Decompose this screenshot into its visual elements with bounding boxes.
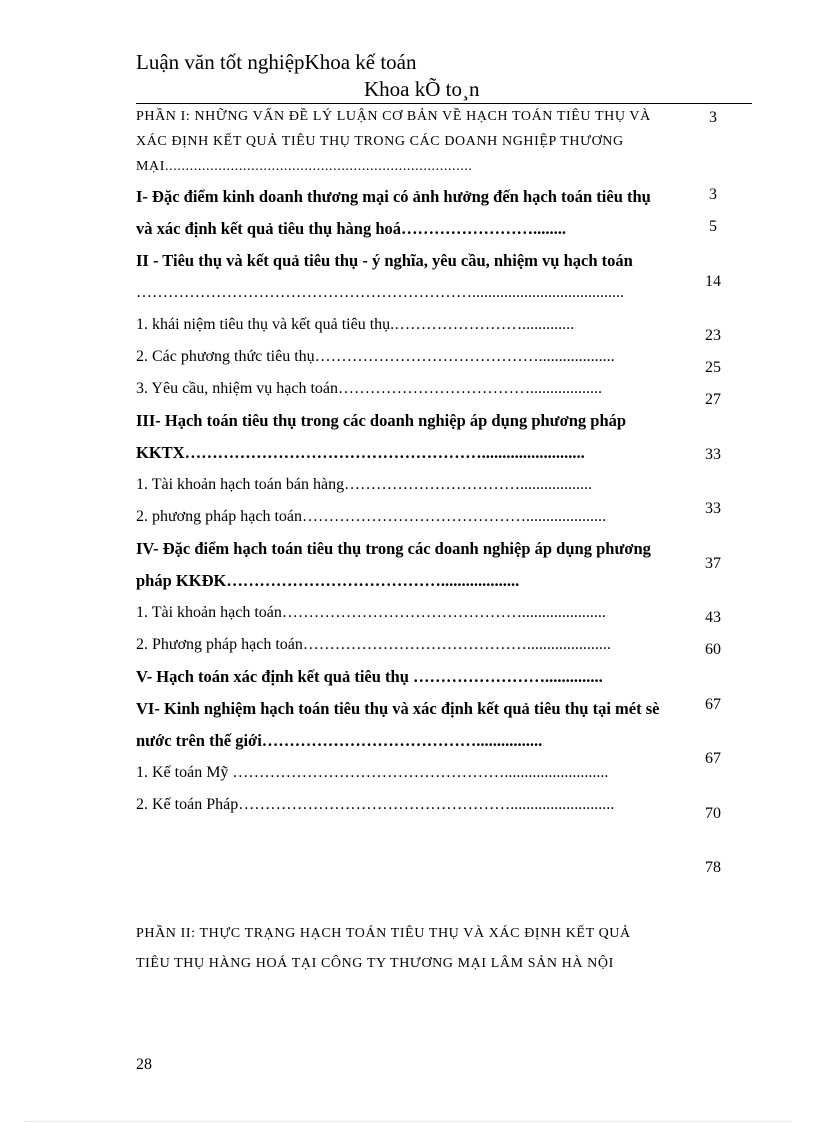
page-number: 78 xyxy=(705,859,721,876)
toc-item-iv: IV- Đặc điểm hạch toán tiêu thụ trong các doanh nghiệp áp dụng phương pháp KKĐK…………………………………................... xyxy=(136,539,651,590)
page-number: 3 xyxy=(709,186,717,203)
page-number: 67 xyxy=(705,750,721,767)
header-title: Luận văn tốt nghiệpKhoa kế toán xyxy=(136,50,417,74)
page-number: 37 xyxy=(705,555,721,572)
toc-item-vi-1: 1. Kế toán Mỹ …………………………………………….......................... xyxy=(136,764,609,781)
toc-item-i: I- Đặc điểm kinh doanh thương mại có ảnh hưởng đến hạch toán tiêu thụ và xác định kết quả tiêu thụ hàng hoá……………………........ xyxy=(136,187,651,238)
toc-item-ii-1: 1. khái niệm tiêu thụ và kết quả tiêu thụ.……………………............. xyxy=(136,316,575,333)
toc-part-2: PHẦN II: THỰC TRẠNG HẠCH TOÁN TIÊU THỤ VÀ XÁC ĐỊNH KẾT QUẢ TIÊU THỤ HÀNG HOÁ TẠI CÔNG TY THƯƠNG MẠI LÂM SẢN HÀ NỘI xyxy=(136,926,631,971)
toc-item-vi-2: 2. Kế toán Pháp…………………………………………….......................... xyxy=(136,796,615,813)
page-number: 23 xyxy=(705,327,721,344)
table-of-contents xyxy=(136,104,666,821)
toc-item-v: V- Hạch toán xác định kết quả tiêu thụ …………………….............. xyxy=(136,667,603,686)
page-number: 14 xyxy=(705,273,721,290)
footer-divider xyxy=(24,1121,792,1122)
toc-item-iii-1: 1. Tài khoản hạch toán bán hàng…………………………….................. xyxy=(136,476,593,493)
page-number: 67 xyxy=(705,696,721,713)
page-number: 43 xyxy=(705,609,721,626)
header-subtitle: Khoa kÕ to¸n xyxy=(364,77,480,101)
toc-item-ii-dots: ………………………………………………………...................................... xyxy=(136,284,624,301)
page-number: 5 xyxy=(709,218,717,235)
page-number: 60 xyxy=(705,641,721,658)
footer-page-number: 28 xyxy=(136,1056,152,1073)
toc-item-vi: VI- Kinh nghiệm hạch toán tiêu thụ và xác định kết quả tiêu thụ tại mét sè nước trên thế giới…………………………………................ xyxy=(136,699,660,750)
toc-item-iv-2: 2. Phương pháp hạch toán……………………………………..................... xyxy=(136,636,611,653)
toc-item-iii: III- Hạch toán tiêu thụ trong các doanh nghiệp áp dụng phương pháp KKTX………………………………………………......................... xyxy=(136,411,627,462)
page-number: 27 xyxy=(705,391,721,408)
toc-item-ii-2: 2. Các phương thức tiêu thụ……………………………………................... xyxy=(136,348,615,365)
page-number: 33 xyxy=(705,500,721,517)
page-number: 70 xyxy=(705,805,721,822)
page-number: 25 xyxy=(705,359,721,376)
page-number: 3 xyxy=(709,109,717,126)
toc-part-1: PHẦN I: NHỮNG VẤN ĐỀ LÝ LUẬN CƠ BẢN VỀ HẠCH TOÁN TIÊU THỤ VÀ XÁC ĐỊNH KẾT QUẢ TIÊU THỤ TRONG CÁC DOANH NGHIỆP THƯƠNG MẠI........................................................................... xyxy=(136,109,651,174)
toc-item-ii-3: 3. Yêu cầu, nhiệm vụ hạch toán……………………………….................. xyxy=(136,380,603,397)
toc-item-iii-2: 2. phương pháp hạch toán…………………………………….................... xyxy=(136,508,606,525)
page-number: 33 xyxy=(705,446,721,463)
toc-item-ii: II - Tiêu thụ và kết quả tiêu thụ - ý nghĩa, yêu cầu, nhiệm vụ hạch toán xyxy=(136,251,633,270)
toc-item-iv-1: 1. Tài khoản hạch toán………………………………………..................... xyxy=(136,604,606,621)
